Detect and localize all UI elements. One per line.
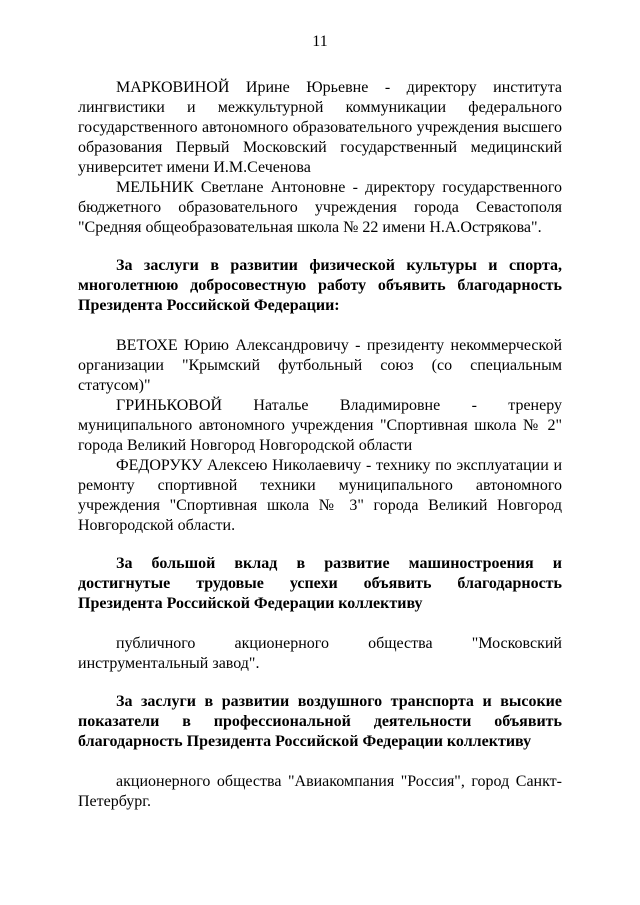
section-heading-air-transport: За заслуги в развитии воздушного транспорта и высокие показатели в профессиональной деятельности объявить благодарность Президента Российской Федерации коллективу [78,693,562,750]
award-entry-fedoruk: ФЕДОРУКУ Алексею Николаевичу - технику по эксплуатации и ремонту спортивной техники муниципального автономного учреждения "Спортивная школа № 3" города Великий Новгород Новгородской области. [78,457,562,534]
award-entry-aviakompaniya-rossiya: акционерного общества "Авиакомпания "Россия", город Санкт-Петербург. [78,773,562,810]
spacer [78,536,562,554]
award-entry-grinkova: ГРИНЬКОВОЙ Наталье Владимировне - тренеру муниципального автономного учреждения "Спортивная школа № 2" города Великий Новгород Новгородской области [78,397,562,454]
spacer [78,316,562,336]
award-entry-markovina: МАРКОВИНОЙ Ирине Юрьевне - директору института лингвистики и межкультурной коммуникации федерального государственного автономного образовательного учреждения высшего образования Первый Московский государственный медицинский университет имени И.М.Сеченова [78,79,562,176]
spacer [78,752,562,772]
award-entry-moscow-tool-plant: публичного акционерного общества "Московский инструментальный завод". [78,635,562,672]
document-body [78,78,562,812]
award-entry-vetokha: ВЕТОХЕ Юрию Александровичу - президенту некоммерческой организации "Крымский футбольный союз (со специальным статусом)" [78,337,562,394]
award-entry-melnik: МЕЛЬНИК Светлане Антоновне - директору государственного бюджетного образовательного учреждения города Севастополя "Средняя общеобразовательная школа № 22 имени Н.А.Острякова". [78,179,562,236]
section-heading-engineering: За большой вклад в развитие машиностроения и достигнутые трудовые успехи объявить благодарность Президента Российской Федерации коллективу [78,555,562,612]
spacer [78,674,562,692]
section-heading-sport: За заслуги в развитии физической культуры и спорта, многолетнюю добросовестную работу объявить благодарность Президента Российской Федерации: [78,257,562,314]
spacer [78,614,562,634]
page-number: 11 [312,33,328,50]
spacer [78,238,562,256]
